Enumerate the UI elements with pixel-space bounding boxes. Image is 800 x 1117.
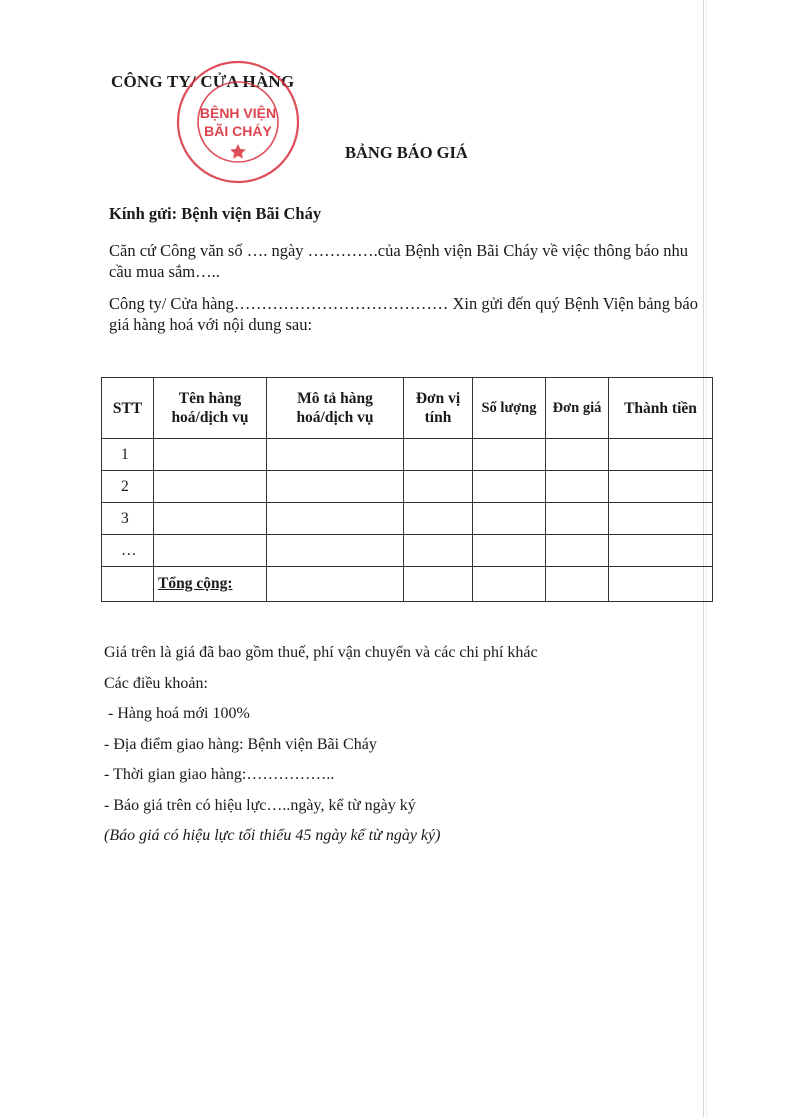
terms-heading: Các điều khoản:	[104, 674, 208, 692]
term-delivery-time: - Thời gian giao hàng:……………..	[104, 766, 335, 783]
cell-unit-price[interactable]	[546, 439, 609, 471]
total-label: Tổng cộng:	[158, 575, 233, 592]
header-quantity: Số lượng	[473, 378, 546, 439]
validity-note: (Báo giá có hiệu lực tối thiểu 45 ngày kể từ ngày ký)	[104, 827, 441, 844]
company-label: CÔNG TY/ CỬA HÀNG	[111, 72, 295, 91]
cell-description[interactable]	[267, 503, 404, 535]
row-number: …	[102, 535, 154, 567]
total-label-cell	[154, 567, 267, 602]
cell-unit-price[interactable]	[546, 471, 609, 503]
red-stamp-seal	[174, 58, 302, 186]
paragraph-reference: Căn cứ Công văn số …. ngày ………….của Bệnh viện Bãi Cháy về việc thông báo nhu cầu mua sắm…..	[109, 241, 689, 281]
greeting: Kính gửi: Bệnh viện Bãi Cháy	[109, 204, 322, 223]
row-number: 2	[102, 471, 154, 503]
cell-total-amount[interactable]	[609, 503, 713, 535]
cell-unit[interactable]	[404, 503, 473, 535]
quote-table	[101, 377, 713, 602]
cell-quantity[interactable]	[473, 535, 546, 567]
cell-item-name[interactable]	[154, 503, 267, 535]
cell-grand-total[interactable]	[609, 567, 713, 602]
cell-unit[interactable]	[404, 535, 473, 567]
cell-item-name[interactable]	[154, 439, 267, 471]
cell-quantity[interactable]	[473, 471, 546, 503]
table-row	[102, 535, 713, 567]
header-total-amount: Thành tiền	[609, 378, 713, 439]
cell-unit[interactable]	[404, 471, 473, 503]
header-unit-price: Đơn giá	[546, 378, 609, 439]
stamp-text-line1: BỆNH VIỆN	[199, 105, 277, 121]
cell-item-name[interactable]	[154, 535, 267, 567]
header-item-name: Tên hàng hoá/dịch vụ	[154, 378, 267, 439]
document-title: BẢNG BÁO GIÁ	[345, 143, 468, 162]
table-total-row	[102, 567, 713, 602]
row-number: 3	[102, 503, 154, 535]
cell-total-quantity[interactable]	[473, 567, 546, 602]
cell-description[interactable]	[267, 535, 404, 567]
cell-unit-price[interactable]	[546, 535, 609, 567]
row-number: 1	[102, 439, 154, 471]
header-description: Mô tả hàng hoá/dịch vụ	[267, 378, 404, 439]
table-row	[102, 503, 713, 535]
cell-total-description[interactable]	[267, 567, 404, 602]
stamp-text-line2: BÃI CHÁY	[204, 123, 272, 139]
cell-total-amount[interactable]	[609, 535, 713, 567]
cell-unit[interactable]	[404, 439, 473, 471]
cell-total-amount[interactable]	[609, 439, 713, 471]
cell-item-name[interactable]	[154, 471, 267, 503]
total-row-blank	[102, 567, 154, 602]
cell-description[interactable]	[267, 439, 404, 471]
cell-description[interactable]	[267, 471, 404, 503]
cell-total-unit-price[interactable]	[546, 567, 609, 602]
cell-unit-price[interactable]	[546, 503, 609, 535]
term-validity: - Báo giá trên có hiệu lực…..ngày, kể từ ngày ký	[104, 796, 416, 814]
price-note: Giá trên là giá đã bao gồm thuế, phí vận chuyển và các chi phí khác	[104, 644, 538, 661]
header-stt: STT	[102, 378, 154, 439]
paragraph-intro: Công ty/ Cửa hàng………………………………… Xin gửi đến quý Bệnh Viện bảng báo giá hàng hoá với nội dung sau:	[109, 294, 699, 334]
header-unit: Đơn vị tính	[404, 378, 473, 439]
cell-total-unit[interactable]	[404, 567, 473, 602]
cell-quantity[interactable]	[473, 503, 546, 535]
terms-section	[104, 638, 538, 852]
table-row	[102, 439, 713, 471]
cell-quantity[interactable]	[473, 439, 546, 471]
table-header-row	[102, 378, 713, 439]
term-new-goods: - Hàng hoá mới 100%	[104, 705, 250, 722]
cell-total-amount[interactable]	[609, 471, 713, 503]
table-row	[102, 471, 713, 503]
term-delivery-location: - Địa điểm giao hàng: Bệnh viện Bãi Cháy	[104, 735, 377, 753]
